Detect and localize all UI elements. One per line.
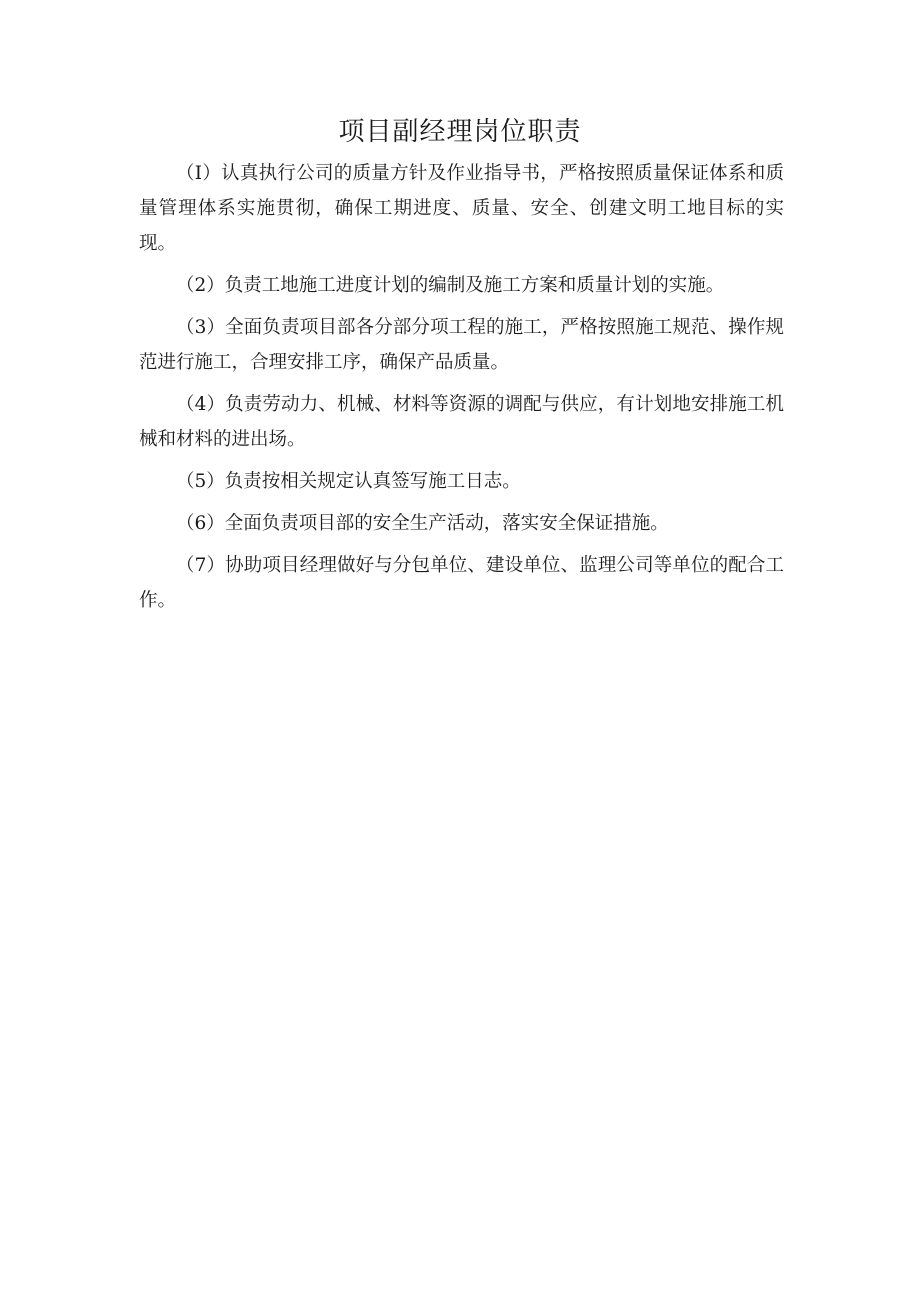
paragraph-2: （2）负责工地施工进度计划的编制及施工方案和质量计划的实施。 <box>176 275 725 296</box>
paragraph-5: （5）负责按相关规定认真签写施工日志。 <box>176 471 521 492</box>
document-body <box>139 156 784 625</box>
paragraph-7: （7）协助项目经理做好与分包单位、建设单位、监理公司等单位的配合工作。 <box>139 555 784 611</box>
paragraph-3: （3）全面负责项目部各分部分项工程的施工，严格按照施工规范、操作规范进行施工，合理安排工序，确保产品质量。 <box>139 317 784 373</box>
paragraph-6: （6）全面负责项目部的安全生产活动，落实安全保证措施。 <box>176 513 669 534</box>
paragraph-1: （I）认真执行公司的质量方针及作业指导书，严格按照质量保证体系和质量管理体系实施贯彻，确保工期进度、质量、安全、创建文明工地目标的实现。 <box>139 163 784 254</box>
paragraph-4: （4）负责劳动力、机械、材料等资源的调配与供应，有计划地安排施工机械和材料的进出场。 <box>139 394 784 450</box>
document-title: 项目副经理岗位职责 <box>338 117 582 147</box>
